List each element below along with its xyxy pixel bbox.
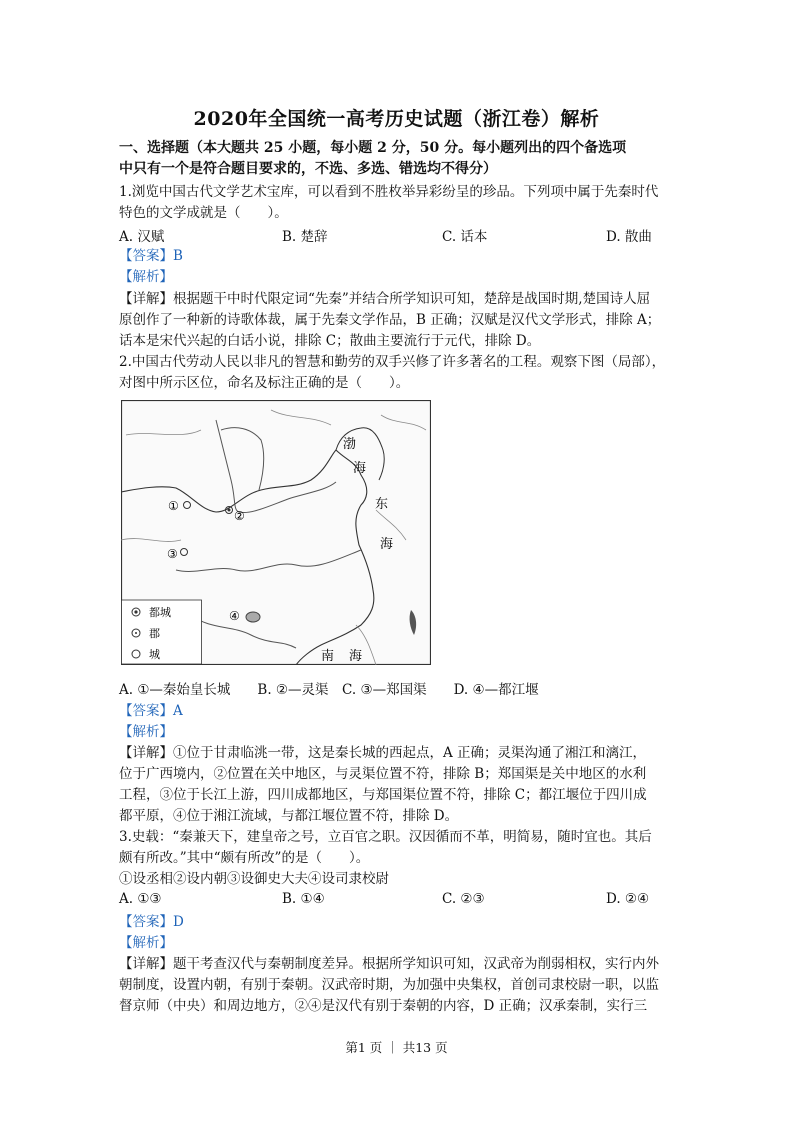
q1-analysis-label: 【解析】 bbox=[119, 269, 173, 285]
map-marker-3: ③ bbox=[167, 547, 178, 561]
q2-detail-line3: 工程，③位于长江上游，四川成都地区，与郑国渠位置不符，排除 C；都江堰位于四川成 bbox=[119, 787, 647, 803]
sea-label-hai3: 海 bbox=[349, 649, 363, 664]
q1-detail-line1: 【详解】根据题干中时代限定词“先秦”并结合所学知识可知，楚辞是战国时期,楚国诗人屈 bbox=[119, 291, 651, 307]
q1-option-c: C. 话本 bbox=[442, 229, 488, 245]
section-heading-line2: 中只有一个是符合题目要求的，不选、多选、错选均不得分） bbox=[119, 161, 497, 177]
page-footer: 第1 页 ｜ 共13 页 bbox=[345, 1040, 448, 1055]
legend-commandery: 郡 bbox=[149, 627, 160, 640]
legend-capital: 都城 bbox=[149, 606, 171, 619]
q3-analysis-label: 【解析】 bbox=[119, 935, 173, 951]
q3-option-b: B. ①④ bbox=[282, 891, 325, 907]
map-marker-1: ① bbox=[168, 499, 179, 513]
q1-stem-line2: 特色的文学成就是（ ）。 bbox=[119, 205, 288, 221]
q3-stem-line3: ①设丞相②设内朝③设御史大夫④设司隶校尉 bbox=[119, 871, 389, 887]
q2-analysis-label: 【解析】 bbox=[119, 724, 173, 740]
map-marker-4: ④ bbox=[229, 609, 240, 623]
q1-option-b: B. 楚辞 bbox=[282, 229, 328, 245]
q2-detail-line1: 【详解】①位于甘肃临洮一带，这是秦长城的西起点，A 正确；灵渠沟通了湘江和漓江， bbox=[119, 745, 647, 761]
q1-detail-line2: 原创作了一种新的诗歌体裁，属于先秦文学作品，B 正确；汉赋是汉代文学形式，排除 A； bbox=[119, 312, 661, 328]
q3-stem-line2: 颇有所改。”其中“颇有所改”的是（ ）。 bbox=[119, 850, 370, 866]
map-marker-2: ② bbox=[234, 509, 245, 523]
map-site-4 bbox=[246, 612, 260, 622]
sea-label-dong: 东 bbox=[375, 497, 389, 512]
q3-answer: 【答案】D bbox=[119, 914, 184, 930]
map-figure bbox=[121, 400, 431, 665]
legend-capital-dot bbox=[134, 610, 137, 613]
q3-detail-line2: 朝制度，设置内朝，有别于秦朝。汉武帝时期，为加强中央集权，首创司隶校尉一职，以监 bbox=[119, 977, 659, 993]
legend-commandery-dot bbox=[135, 632, 137, 634]
q2-options: A. ①—秦始皇长城 B. ②—灵渠 C. ③—郑国渠 D. ④—都江堰 bbox=[119, 682, 539, 698]
q3-option-c: C. ②③ bbox=[442, 891, 485, 907]
q2-answer: 【答案】A bbox=[119, 703, 183, 719]
q2-stem-line1: 2.中国古代劳动人民以非凡的智慧和勤劳的双手兴修了许多著名的工程。观察下图（局部）， bbox=[119, 354, 666, 370]
q3-options bbox=[119, 891, 679, 911]
page-title: 2020年全国统一高考历史试题（浙江卷）解析 bbox=[193, 108, 600, 130]
sea-label-bo: 渤 bbox=[343, 437, 357, 452]
q1-stem-line1: 1.浏览中国古代文学艺术宝库，可以看到不胜枚举异彩纷呈的珍品。下列项中属于先秦时代 bbox=[119, 184, 659, 200]
q3-option-d: D. ②④ bbox=[606, 891, 650, 907]
q3-option-a: A. ①③ bbox=[119, 891, 162, 907]
q3-stem-line1: 3.史载：“秦兼天下，建皇帝之号，立百官之职。汉因循而不革，明简易，随时宜也。其后 bbox=[119, 829, 652, 845]
q1-option-d: D. 散曲 bbox=[606, 229, 652, 245]
sea-label-nan: 南 bbox=[321, 649, 335, 664]
q1-detail-line3: 话本是宋代兴起的白话小说，排除 C；散曲主要流行于元代，排除 D。 bbox=[119, 333, 541, 349]
sea-label-hai2: 海 bbox=[380, 537, 394, 552]
q1-answer: 【答案】B bbox=[119, 248, 183, 264]
q2-detail-line4: 都平原，④位于湘江流域，与都江堰位置不符，排除 D。 bbox=[119, 808, 459, 824]
legend-city: 城 bbox=[149, 648, 160, 661]
q3-detail-line1: 【详解】题干考查汉代与秦朝制度差异。根据所学知识可知，汉武帝为削弱相权，实行内外 bbox=[119, 956, 659, 972]
q2-detail-line2: 位于广西境内，②位置在关中地区，与灵渠位置不符，排除 B；郑国渠是关中地区的水利 bbox=[119, 766, 647, 782]
sea-label-hai1: 海 bbox=[353, 461, 367, 476]
section-heading-line1: 一、选择题（本大题共 25 小题，每小题 2 分，50 分。每小题列出的四个备选项 bbox=[119, 140, 627, 156]
q1-option-a: A. 汉赋 bbox=[119, 229, 165, 245]
q1-options bbox=[119, 225, 679, 245]
q2-stem-line2: 对图中所示区位，命名及标注正确的是（ ）。 bbox=[119, 375, 410, 391]
q3-detail-line3: 督京师（中央）和周边地方，②④是汉代有别于秦朝的内容，D 正确；汉承秦制，实行三 bbox=[119, 998, 648, 1014]
map-capital-dot bbox=[228, 509, 231, 512]
